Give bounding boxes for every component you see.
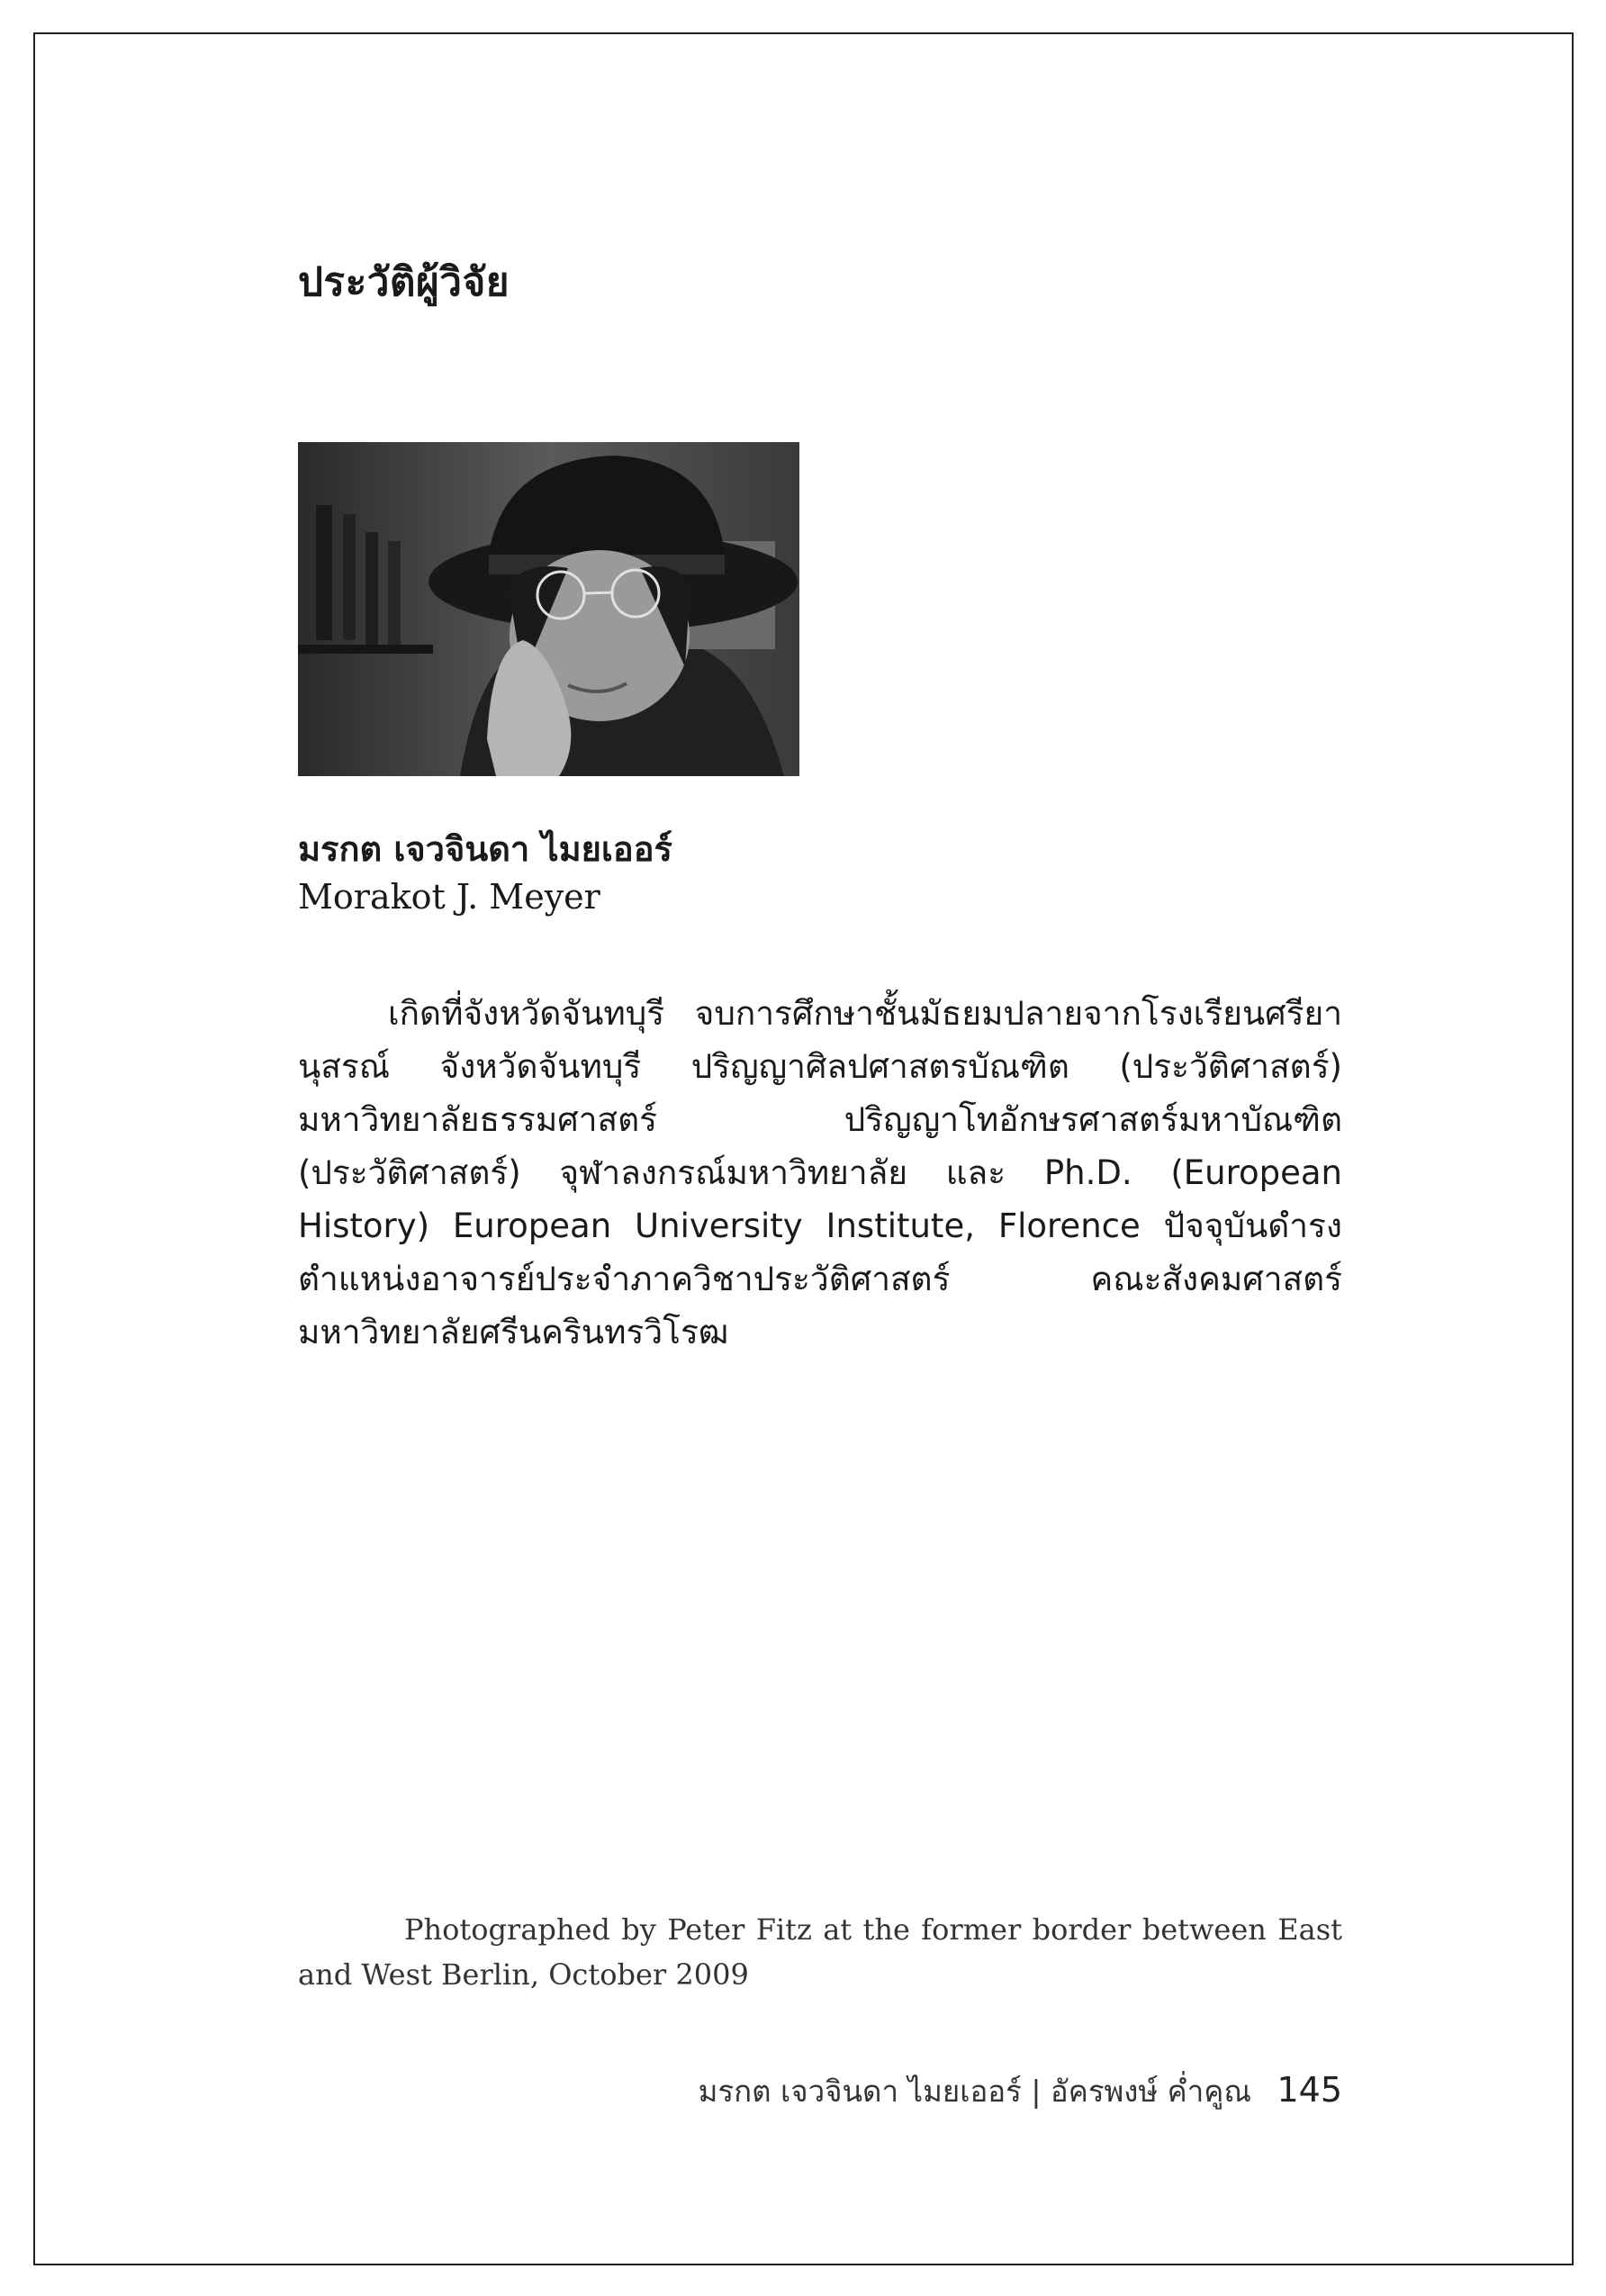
author-biography: เกิดที่จังหวัดจันทบุรี จบการศึกษาชั้นมัธยมปลายจากโรงเรียนศรียานุสรณ์ จังหวัดจันทบุรี ปริญญาศิลปศาสตรบัณฑิต (ประวัติศาสตร์) มหาวิทยาลัยธรรมศาสตร์ ปริญญาโทอักษรศาสตร์มหาบัณฑิต (ประวัติศาสตร์) จุฬาลงกรณ์มหาวิทยาลัย และ Ph.D. (European History) European University Institute, Florence ปัจจุบันดำรงตำแหน่งอาจารย์ประจำภาควิชาประวัติศาสตร์ คณะสังคมศาสตร์ มหาวิทยาลัยศรีนครินทรวิโรฒ — [298, 994, 1342, 1351]
photo-caption: Photographed by Peter Fitz at the former border between East and West Berlin, October 2009 — [298, 1912, 1342, 1992]
page-number: 145 — [1277, 2070, 1342, 2110]
section-title: ประวัติผู้วิจัย — [298, 259, 510, 305]
running-head: มรกต เจวจินดา ไมยเออร์ | อัครพงษ์ ค่ำคูณ — [698, 2074, 1251, 2109]
author-name-english: Morakot J. Meyer — [298, 877, 600, 917]
author-photo — [298, 442, 799, 776]
page-footer — [699, 2067, 1342, 2115]
author-name-thai: มรกต เจวจินดา ไมยเออร์ — [298, 829, 672, 869]
